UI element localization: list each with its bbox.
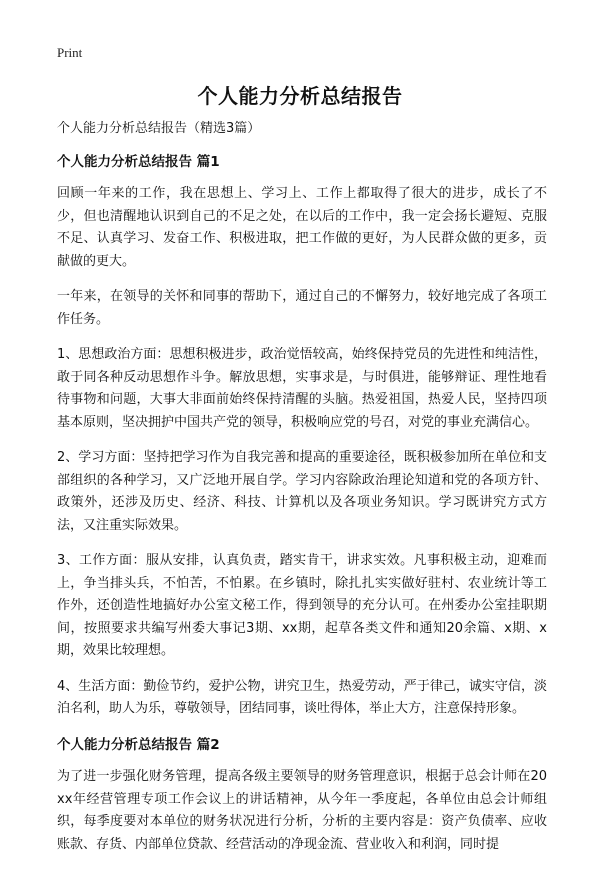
paragraph: 4、生活方面：勤俭节约，爱护公物，讲究卫生，热爱劳动，严于律己，诚实守信，淡泊名利，助人为乐，尊敬领导，团结同事，谈吐得体，举止大方，注意保持形象。	[57, 678, 547, 716]
paragraph: 为了进一步强化财务管理，提高各级主要领导的财务管理意识，根据于总会计师在20xx年经营管理专项工作会议上的讲话精神，从今年一季度起，各单位由总会计师组织，每季度要对本单位的财务状况进行分析，分析的主要内容是：资产负债率、应收账款、存货、内部单位贷款、经营活动的净现金流、营业收入和利润，同时提	[57, 769, 547, 852]
section-heading-1: 个人能力分析总结报告 篇1	[57, 153, 220, 170]
document-body	[57, 118, 547, 869]
paragraph: 一年来，在领导的关怀和同事的帮助下，通过自己的不懈努力，较好地完成了各项工作任务。	[57, 289, 547, 327]
document-subtitle: 个人能力分析总结报告（精选3篇）	[57, 121, 261, 136]
section-heading-2: 个人能力分析总结报告 篇2	[57, 736, 220, 753]
paragraph: 1、思想政治方面：思想积极进步，政治觉悟较高，始终保持党员的先进性和纯洁性，敢于同各种反动思想作斗争。解放思想，实事求是，与时俱进，能够辩证、理性地看待事物和问题，大事大非面前始终保持清醒的头脑。热爱祖国，热爱人民，坚持四项基本原则，坚决拥护中国共产党的领导，积极响应党的号召，对党的事业充满信心。	[57, 347, 547, 430]
paragraph: 2、学习方面：坚持把学习作为自我完善和提高的重要途径，既积极参加所在单位和支部组织的各种学习，又广泛地开展自学。学习内容除政治理论知道和党的各项方针、政策外，还涉及历史、经济、科技、计算机以及各项业务知识。学习既讲究方式方法，又注重实际效果。	[57, 450, 547, 533]
print-link[interactable]: Print	[57, 45, 83, 60]
paragraph: 回顾一年来的工作，我在思想上、学习上、工作上都取得了很大的进步，成长了不少，但也清醒地认识到自己的不足之处，在以后的工作中，我一定会扬长避短、克服不足、认真学习、发奋工作、积极进取，把工作做的更好，为人民群众做的更多，贡献做的更大。	[57, 186, 547, 269]
document-title: 个人能力分析总结报告	[197, 84, 403, 108]
paragraph: 3、工作方面：服从安排，认真负责，踏实肯干，讲求实效。凡事积极主动，迎难而上，争当排头兵，不怕苦，不怕累。在乡镇时，除扎扎实实做好驻村、农业统计等工作外，还创造性地搞好办公室文秘工作，得到领导的充分认可。在州委办公室挂职期间，按照要求共编写州委大事记3期、xx期，起草各类文件和通知20余篇、x期、x期，效果比较理想。	[57, 553, 547, 658]
